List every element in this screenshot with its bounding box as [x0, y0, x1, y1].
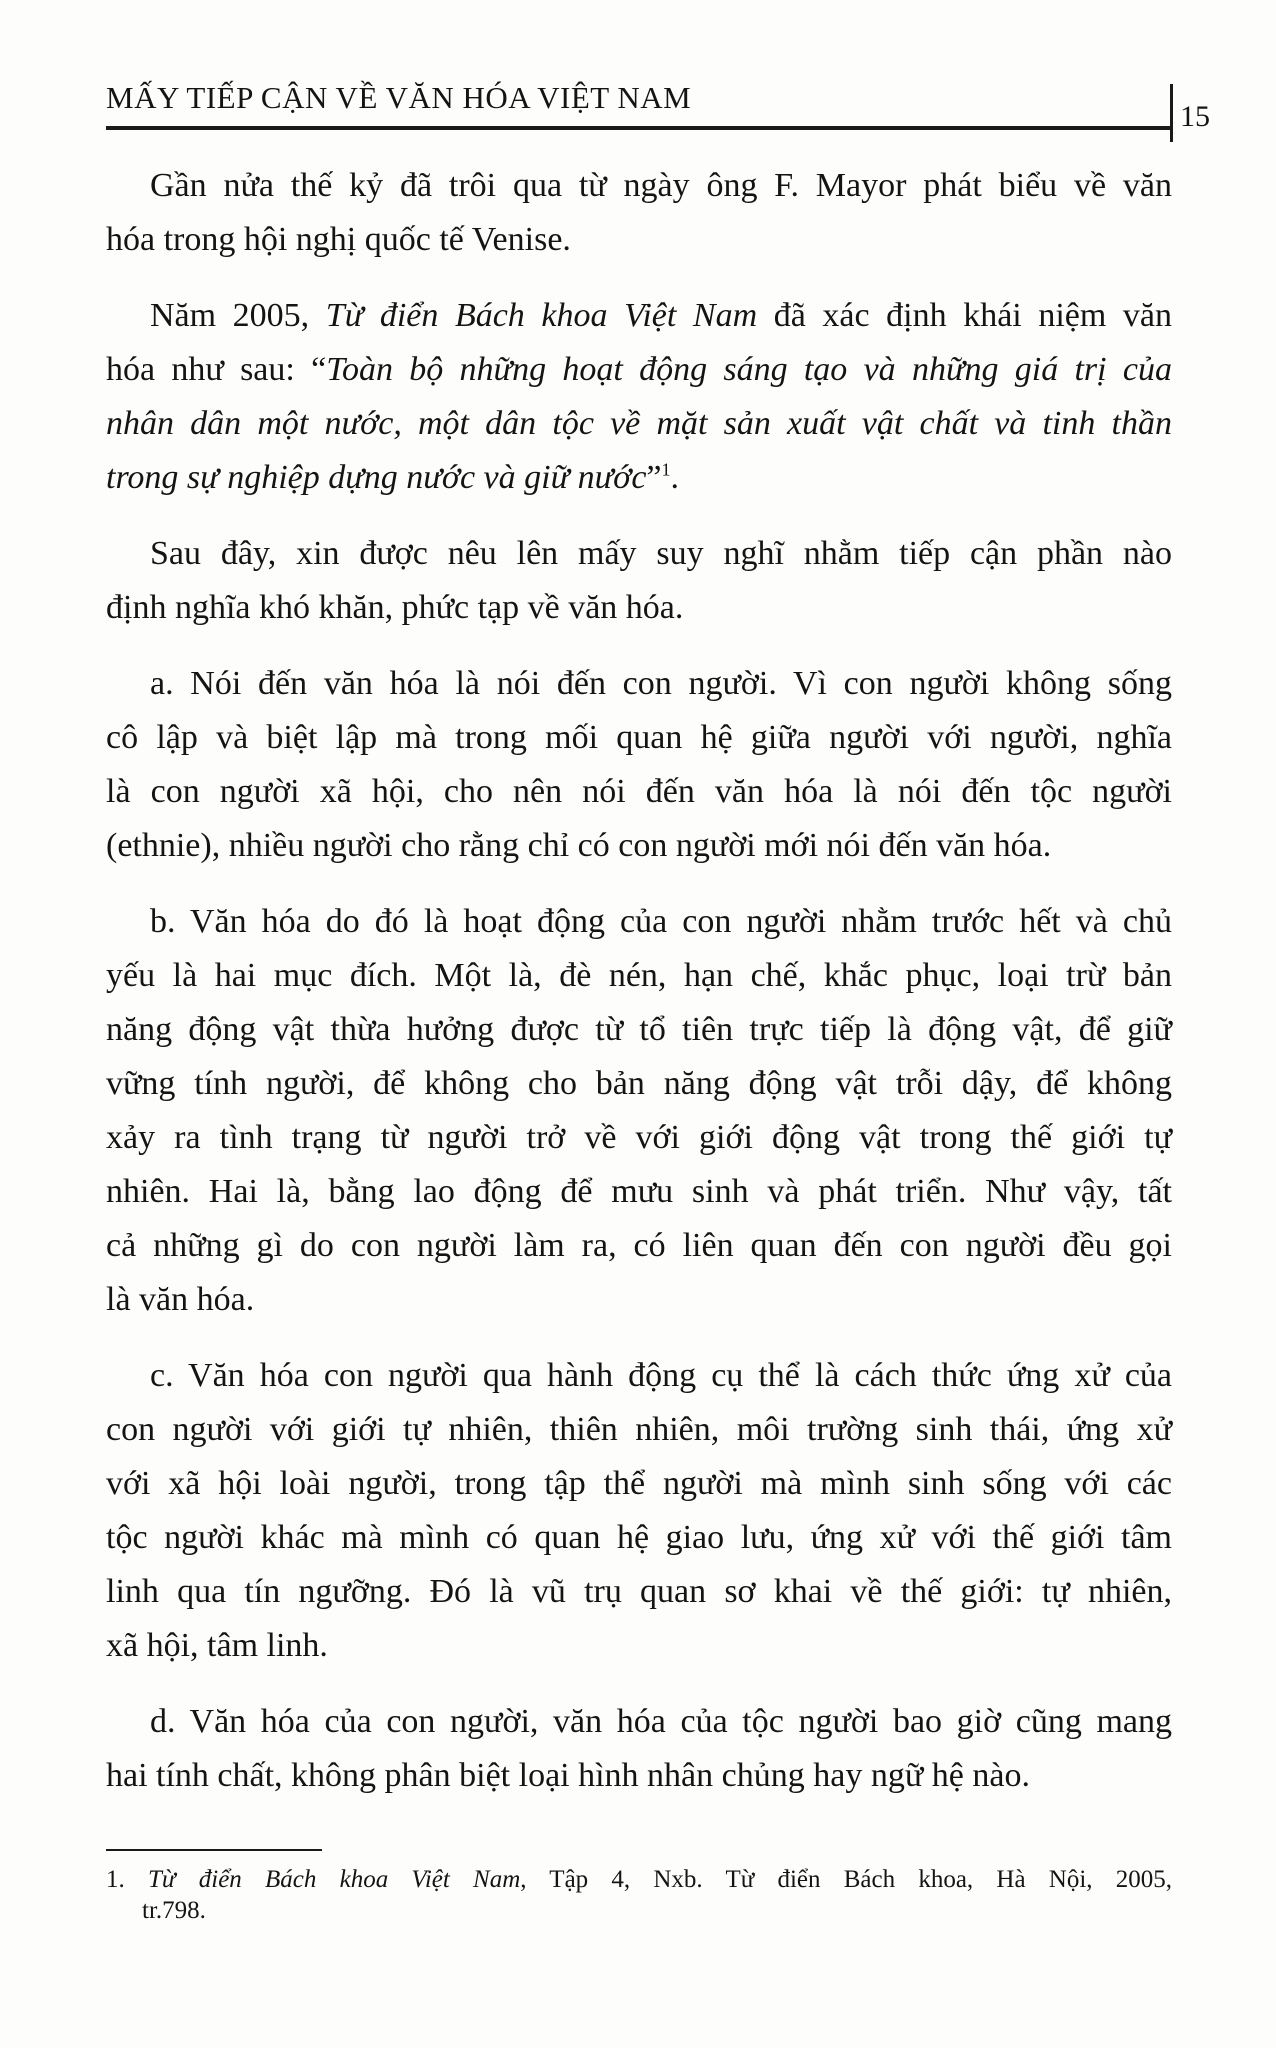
text-run: d. Văn hóa của con người, văn hóa của tộc người bao giờ cũng mang — [150, 1703, 1172, 1740]
header-rule — [106, 126, 1172, 130]
footnote — [106, 1864, 1172, 1926]
text-run: (ethnie), nhiều người cho rằng chỉ có con người mới nói đến văn hóa. — [106, 827, 1052, 864]
text-run: nhiên. Hai là, bằng lao động để mưu sinh và phát triển. Như vậy, tất — [106, 1173, 1172, 1210]
text-line — [106, 1403, 1172, 1457]
text-line — [106, 1273, 1172, 1327]
text-line — [106, 1695, 1172, 1749]
text-line — [106, 527, 1172, 581]
text-line — [106, 1111, 1172, 1165]
text-line — [106, 1057, 1172, 1111]
text-line — [106, 397, 1172, 451]
footnote-line — [106, 1895, 1172, 1926]
text-run: xã hội, tâm linh. — [106, 1627, 328, 1664]
text-line — [106, 1511, 1172, 1565]
text-run: tộc người khác mà mình có quan hệ giao lưu, ứng xử với thế giới tâm — [106, 1519, 1172, 1556]
text-run: Sau đây, xin được nêu lên mấy suy nghĩ nhằm tiếp cận phần nào — [150, 535, 1172, 572]
text-run: vững tính người, để không cho bản năng động vật trỗi dậy, để không — [106, 1065, 1172, 1102]
footnote-rule — [106, 1849, 322, 1851]
text-line — [106, 657, 1172, 711]
text-line — [106, 949, 1172, 1003]
paragraph — [106, 289, 1172, 505]
text-line — [106, 343, 1172, 397]
text-run: Năm 2005, — [150, 297, 326, 334]
text-run: hóa trong hội nghị quốc tế Venise. — [106, 221, 571, 258]
footnote-reference: 1 — [661, 459, 671, 480]
text-line — [106, 1565, 1172, 1619]
text-run: hóa như sau: “ — [106, 351, 327, 388]
text-line — [106, 895, 1172, 949]
text-run: , Tập 4, Nxb. Từ điển Bách khoa, Hà Nội, 2005, — [520, 1866, 1173, 1893]
italic-text: Toàn bộ những hoạt động sáng tạo và những giá trị của — [326, 351, 1172, 388]
paragraph — [106, 895, 1172, 1327]
text-run: 1. — [106, 1866, 148, 1893]
text-line — [106, 581, 1172, 635]
text-line — [106, 451, 1172, 505]
italic-text: Từ điển Bách khoa Việt Nam — [325, 297, 758, 334]
footnote-line — [106, 1864, 1172, 1895]
paragraph — [106, 159, 1172, 267]
text-run: linh qua tín ngưỡng. Đó là vũ trụ quan sơ khai về thế giới: tự nhiên, — [106, 1573, 1172, 1610]
text-run: hai tính chất, không phân biệt loại hình nhân chủng hay ngữ hệ nào. — [106, 1757, 1030, 1794]
text-line — [106, 1749, 1172, 1803]
text-line — [106, 1219, 1172, 1273]
text-line — [106, 213, 1172, 267]
text-run: a. Nói đến văn hóa là nói đến con người. Vì con người không sống — [150, 665, 1172, 702]
text-run: con người với giới tự nhiên, thiên nhiên, môi trường sinh thái, ứng xử — [106, 1411, 1172, 1448]
text-run: là con người xã hội, cho nên nói đến văn hóa là nói đến tộc người — [106, 773, 1172, 810]
text-run: b. Văn hóa do đó là hoạt động của con người nhằm trước hết và chủ — [150, 903, 1172, 940]
paragraph — [106, 1695, 1172, 1803]
text-run: đã xác định khái niệm văn — [757, 297, 1173, 334]
text-line — [106, 1165, 1172, 1219]
paragraph — [106, 1349, 1172, 1673]
text-run: yếu là hai mục đích. Một là, đè nén, hạn chế, khắc phục, loại trừ bản — [106, 957, 1172, 994]
text-run: năng động vật thừa hưởng được từ tổ tiên trực tiếp là động vật, để giữ — [106, 1011, 1172, 1048]
text-run: Gần nửa thế kỷ đã trôi qua từ ngày ông F. Mayor phát biểu về văn — [150, 167, 1172, 204]
text-run: cả những gì do con người làm ra, có liên quan đến con người đều gọi — [106, 1227, 1172, 1264]
paragraph — [106, 527, 1172, 635]
text-line — [106, 289, 1172, 343]
text-line — [106, 1619, 1172, 1673]
header-vertical-bar — [1170, 84, 1173, 142]
running-header-title: MẤY TIẾP CẬN VỀ VĂN HÓA VIỆT NAM — [106, 80, 692, 115]
text-run: định nghĩa khó khăn, phức tạp về văn hóa. — [106, 589, 684, 626]
text-line — [106, 159, 1172, 213]
text-run: xảy ra tình trạng từ người trở về với giới động vật trong thế giới tự — [106, 1119, 1172, 1156]
text-line — [106, 765, 1172, 819]
text-line — [106, 1349, 1172, 1403]
text-line — [106, 1457, 1172, 1511]
text-run: tr.798. — [142, 1897, 206, 1924]
text-line — [106, 819, 1172, 873]
text-run: . — [670, 459, 680, 496]
body-text — [106, 159, 1172, 1825]
italic-text: Từ điển Bách khoa Việt Nam — [147, 1866, 521, 1893]
text-run: với xã hội loài người, trong tập thể người mà mình sinh sống với các — [106, 1465, 1172, 1502]
italic-text: trong sự nghiệp dựng nước và giữ nước — [106, 459, 647, 496]
text-run: cô lập và biệt lập mà trong mối quan hệ giữa người với người, nghĩa — [106, 719, 1172, 756]
text-line — [106, 1003, 1172, 1057]
text-run: ” — [646, 459, 662, 496]
text-line — [106, 711, 1172, 765]
text-run: là văn hóa. — [106, 1281, 255, 1318]
text-run: c. Văn hóa con người qua hành động cụ thể là cách thức ứng xử của — [150, 1357, 1172, 1394]
page-number: 15 — [1180, 100, 1210, 133]
paragraph — [106, 657, 1172, 873]
italic-text: nhân dân một nước, một dân tộc về mặt sản xuất vật chất và tinh thần — [106, 405, 1172, 442]
